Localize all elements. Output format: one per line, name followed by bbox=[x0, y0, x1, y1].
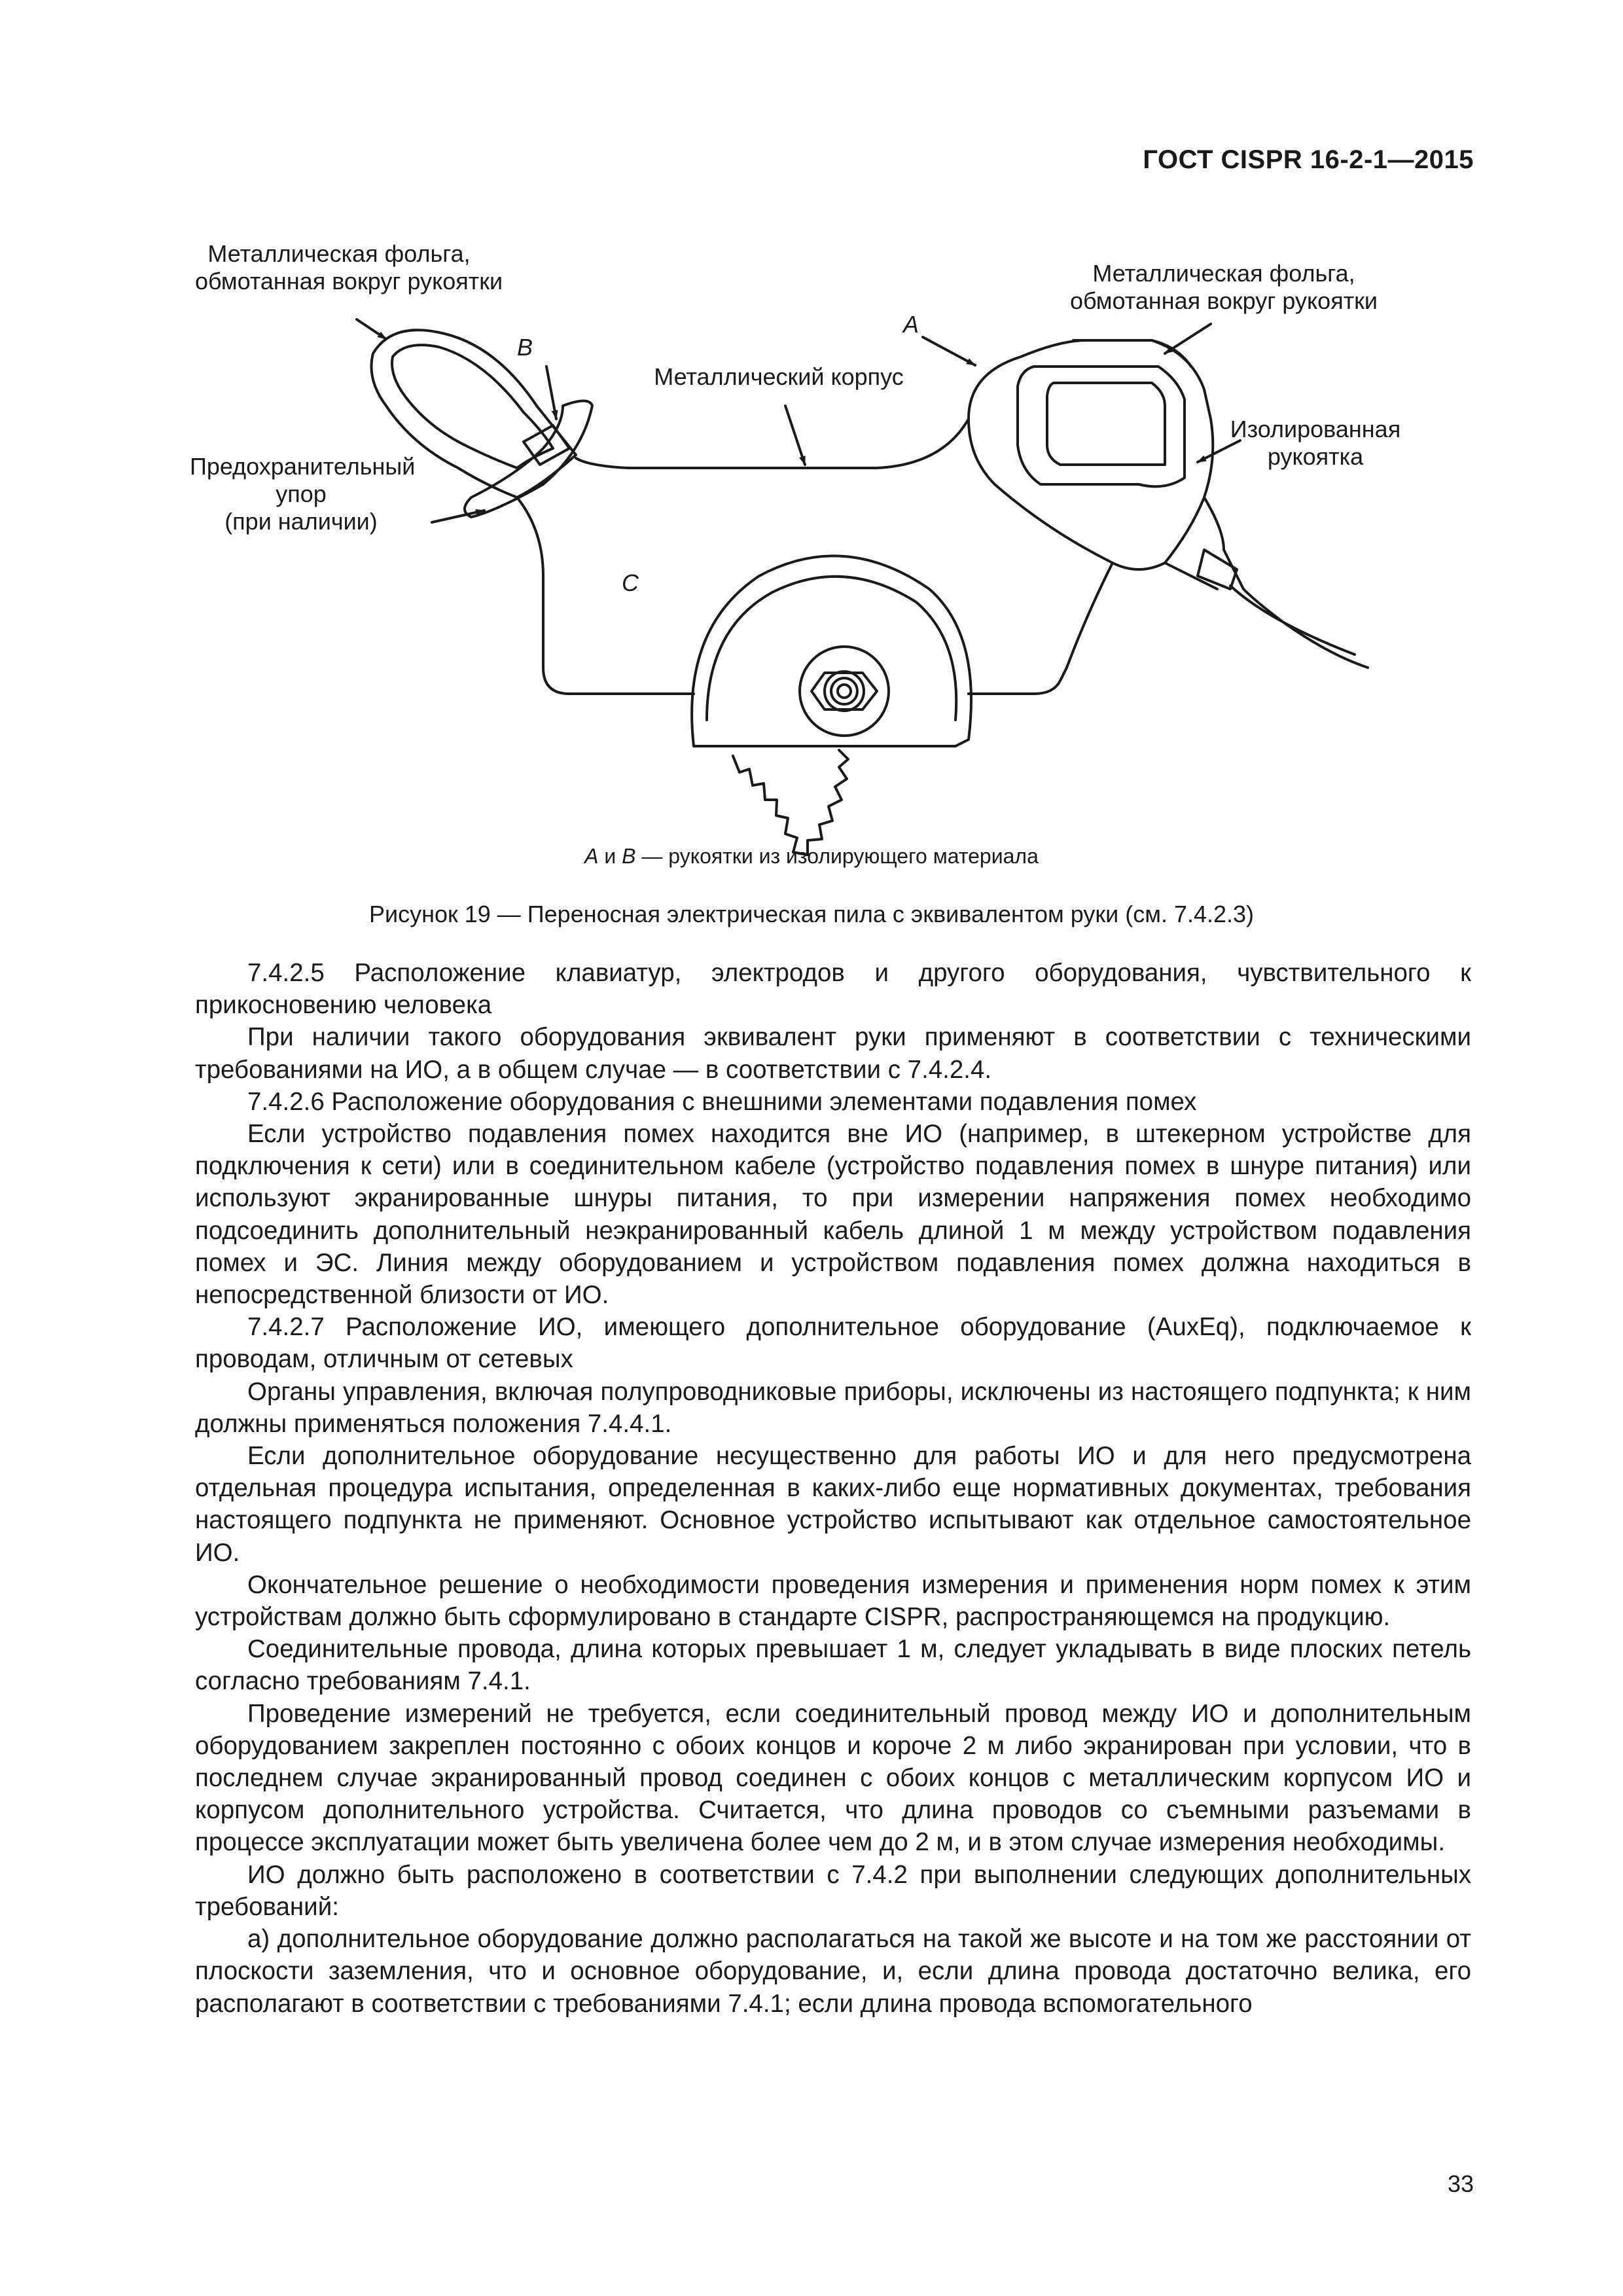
note-and: и bbox=[598, 844, 622, 868]
paragraph: Органы управления, включая полупроводниковые приборы, исключены из настоящего подпункта; к ним должны применяться положения 7.4.4.1. bbox=[195, 1377, 1471, 1438]
label-guard-line3: (при наличии) bbox=[224, 508, 378, 535]
label-foil-right-line2: обмотанная вокруг рукоятки bbox=[1069, 287, 1378, 314]
label-insulated-line1: Изолированная bbox=[1230, 416, 1401, 442]
paragraph: При наличии такого оборудования эквивалент руки применяют в соответствии с техническими требованиями на ИО, а в общем случае — в соответствии с 7.4.2.4. bbox=[195, 1023, 1471, 1084]
label-insulated-line2: рукоятка bbox=[1267, 443, 1364, 470]
paragraph: 7.4.2.7 Расположение ИО, имеющего дополнительное оборудование (AuxEq), подключаемое к проводам, отличным от сетевых bbox=[195, 1313, 1471, 1374]
paragraph: Окончательное решение о необходимости проведения измерения и применения норм помех к этим устройствам должно быть сформулировано в стандарте CISPR, распространяющемся на продукцию. bbox=[195, 1570, 1471, 1632]
letter-b: B bbox=[517, 334, 533, 361]
label-foil-left-line2: обмотанная вокруг рукоятки bbox=[195, 268, 503, 295]
figure-19 bbox=[0, 223, 1623, 890]
paragraph: Проведение измерений не требуется, если соединительный провод между ИО и дополнительным оборудованием закреплен постоянно с обоих концов и короче 2 м либо экранирован при условии, что в последнем случае экранированный провод соединен с обоих концов с металлическим корпусом ИО и корпусом дополнительного устройства. Считается, что длина проводов со съемными разъемами в процессе эксплуатации может быть увеличена более чем до 2 м, и в этом случае измерения необходимы. bbox=[195, 1699, 1471, 1857]
right-foil-band bbox=[1018, 367, 1185, 486]
right-handle bbox=[969, 340, 1213, 569]
label-foil-left-line1: Металлическая фольга, bbox=[207, 240, 471, 267]
saw-drawing bbox=[0, 223, 1623, 890]
label-foil-right bbox=[1067, 260, 1381, 315]
note-letter-b: B bbox=[622, 844, 636, 868]
paragraph: Если устройство подавления помех находится вне ИО (например, в штекерном устройстве для подключения к сети) или в соединительном кабеле (устройство подавления помех в шнуре питания) или используют экранированные шнуры питания, то при измерении напряжения помех необходимо подсоединить дополнительный неэкранированный кабель длиной 1 м между устройством подавления помех и ЭС. Линия между оборудованием и устройством подавления помех должна находиться в непосредственной близости от ИО. bbox=[195, 1120, 1471, 1310]
body-text bbox=[195, 957, 1471, 2020]
blade-guard bbox=[692, 556, 971, 746]
paragraph: а) дополнительное оборудование должно располагаться на такой же высоте и на том же расстоянии от плоскости заземления, что и основное оборудование, и, если длина провода достаточно велика, его располагают в соответствии с требованиями 7.4.1; если длина провода вспомогательного bbox=[195, 1925, 1471, 2018]
standard-header: ГОСТ CISPR 16-2-1—2015 bbox=[1143, 145, 1474, 174]
figure-note bbox=[0, 844, 1623, 869]
paragraph: 7.4.2.6 Расположение оборудования с внешними элементами подавления помех bbox=[247, 1087, 1197, 1116]
letter-c: C bbox=[622, 569, 639, 596]
letter-a: A bbox=[903, 311, 919, 338]
note-letter-a: A bbox=[584, 844, 599, 868]
label-insulated-handle bbox=[1217, 416, 1414, 471]
label-foil-left bbox=[195, 240, 503, 295]
label-guard-line1: Предохранительный bbox=[190, 453, 416, 480]
note-rest: — рукоятки из изолирующего материала bbox=[635, 844, 1039, 868]
paragraph: 7.4.2.5 Расположение клавиатур, электродов и другого оборудования, чувствительного к прикосновению человека bbox=[195, 959, 1471, 1020]
figure-caption: Рисунок 19 — Переносная электрическая пила с эквивалентом руки (см. 7.4.2.3) bbox=[368, 901, 1255, 927]
paragraph: ИО должно быть расположено в соответствии с 7.4.2 при выполнении следующих дополнительных требований: bbox=[195, 1860, 1471, 1921]
blade-teeth bbox=[733, 750, 848, 855]
label-foil-right-line1: Металлическая фольга, bbox=[1092, 260, 1355, 287]
label-guard-stop bbox=[190, 453, 416, 535]
paragraph: Если дополнительное оборудование несущественно для работы ИО и для него предусмотрена отдельная процедура испытания, определенная в каких-либо еще нормативных документах, требования настоящего подпункта не применяют. Основное устройство испытывают как отдельное самостоятельное ИО. bbox=[195, 1442, 1471, 1567]
label-metal-body: Металлический корпус bbox=[654, 363, 904, 390]
page-number: 33 bbox=[1447, 2170, 1474, 2197]
paragraph: Соединительные провода, длина которых превышает 1 м, следует укладывать в виде плоских петель согласно требованиям 7.4.1. bbox=[195, 1635, 1471, 1696]
label-guard-line2: упор bbox=[276, 480, 327, 507]
power-cord bbox=[1165, 497, 1368, 668]
